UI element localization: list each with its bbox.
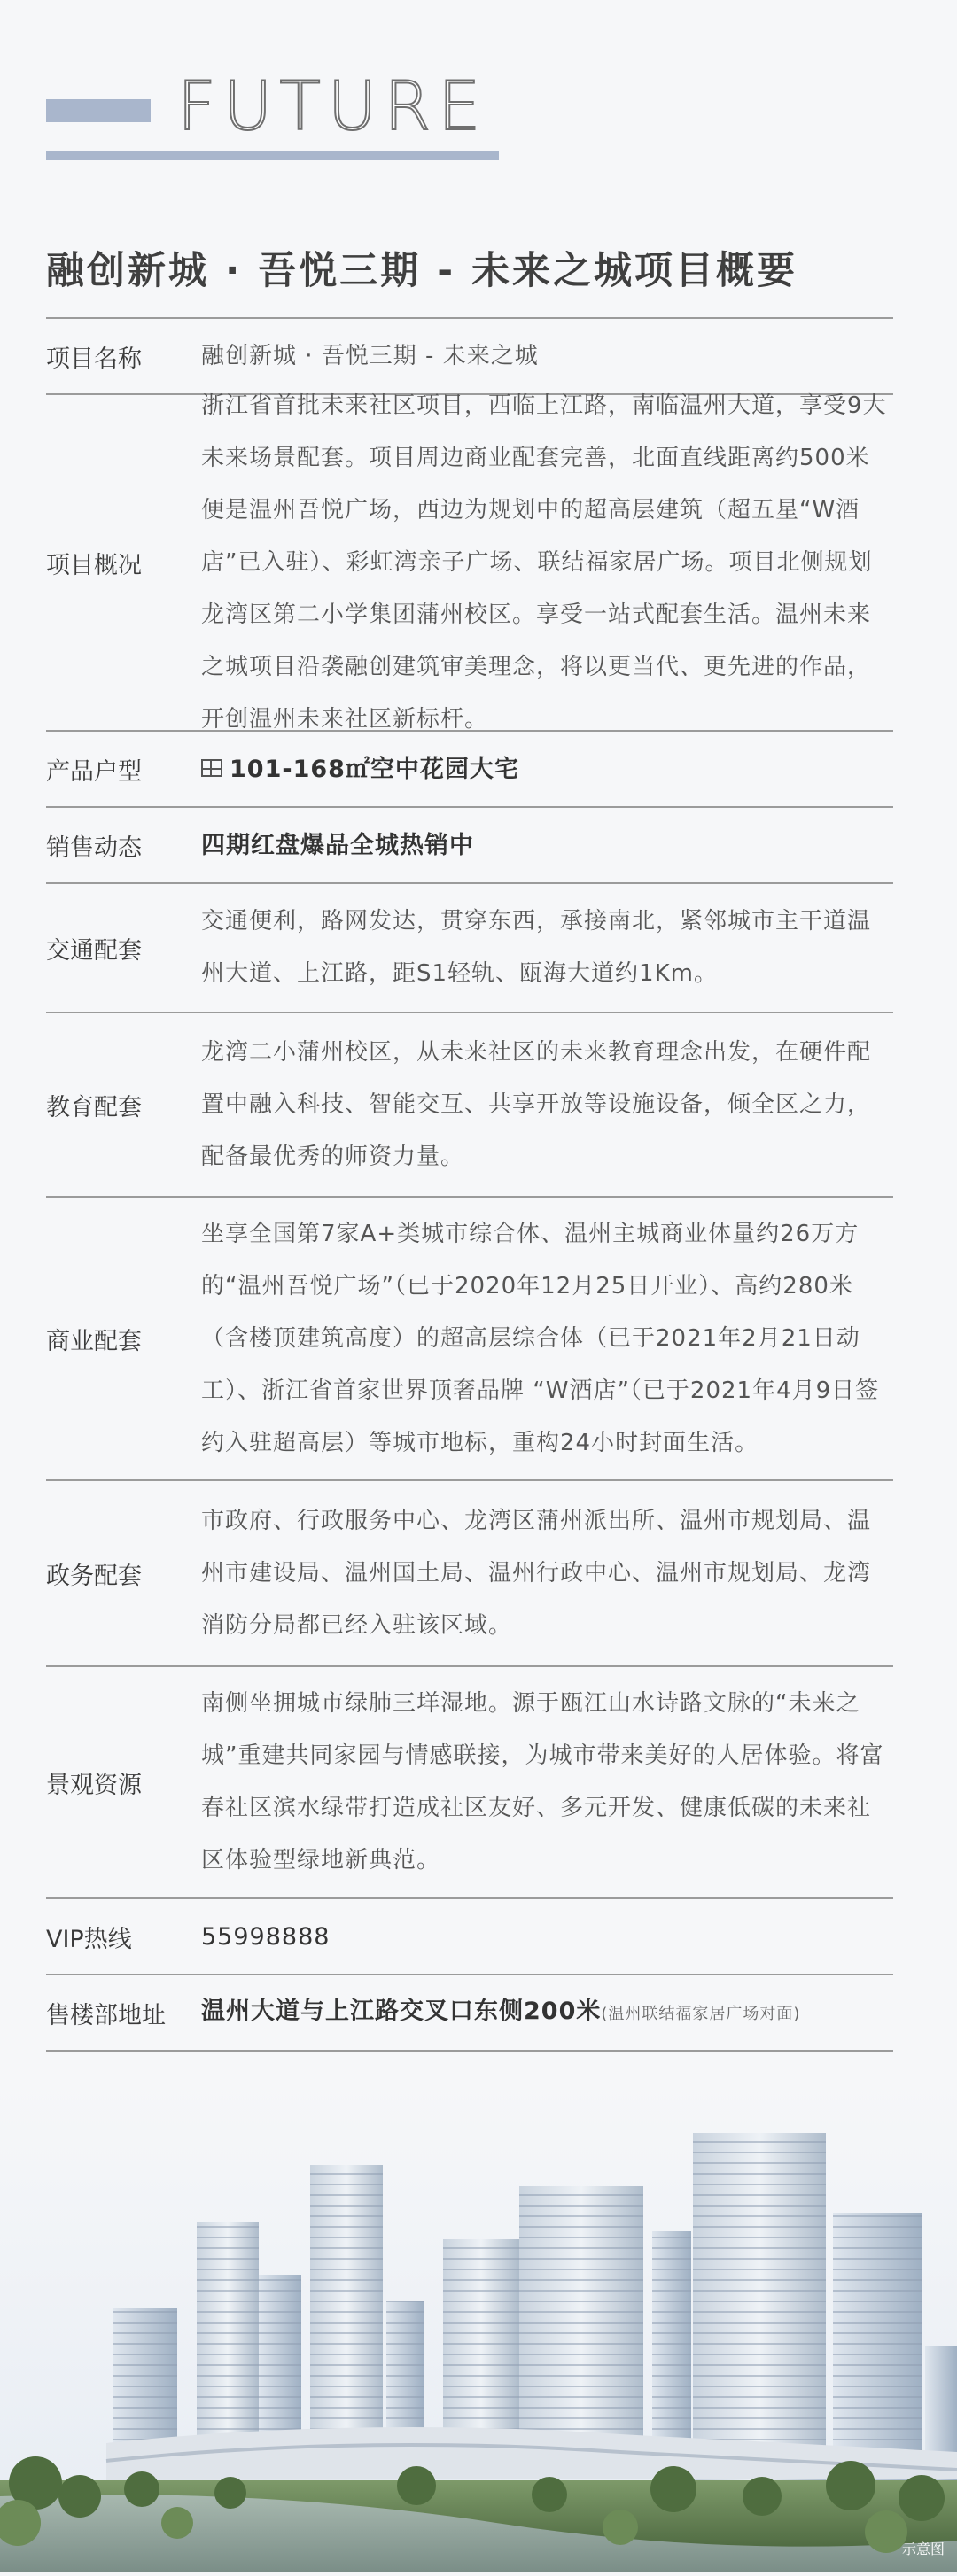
row-value: 四期红盘爆品全城热销中 bbox=[201, 831, 474, 859]
row-value: 坐享全国第7家A+类城市综合体、温州主城商业体量约26万方的“温州吾悦广场”（已于2020年12月25日开业）、高约280米（含楼顶建筑高度）的超高层综合体（已于2021年2月21日动工）、浙江省首家世界顶奢品牌 “W酒店”（已于2021年4月9日签约入驻超高层）等城市地标，重构24小时封面生活。 bbox=[201, 1220, 880, 1456]
row-commercial bbox=[46, 1198, 893, 1481]
row-label: 项目概况 bbox=[46, 551, 142, 579]
row-label: 产品户型 bbox=[46, 757, 142, 786]
row-government bbox=[46, 1481, 893, 1667]
row-value-wrap bbox=[201, 743, 893, 795]
row-label: 交通配套 bbox=[46, 936, 142, 965]
row-label: 教育配套 bbox=[46, 1093, 142, 1121]
image-caption: 示意图 bbox=[901, 2541, 945, 2557]
row-value: 市政府、行政服务中心、龙湾区蒲州派出所、温州市规划局、温州市建设局、温州国土局、温州行政中心、温州市规划局、龙湾消防分局都已经入驻该区域。 bbox=[201, 1507, 872, 1639]
row-landscape bbox=[46, 1667, 893, 1899]
row-value: 龙湾二小蒲州校区，从未来社区的未来教育理念出发，在硬件配置中融入科技、智能交互、共享开放等设施设备，倾全区之力，配备最优秀的师资力量。 bbox=[201, 1038, 872, 1170]
project-summary-table bbox=[46, 317, 893, 2052]
row-label: 景观资源 bbox=[46, 1771, 142, 1799]
row-value: 浙江省首批未来社区项目，西临上江路，南临温州大道，享受9大未来场景配套。项目周边商业配套完善，北面直线距离约500米便是温州吾悦广场，西边为规划中的超高层建筑（超五星“W酒店”已入驻）、彩虹湾亲子广场、联结福家居广场。项目北侧规划龙湾区第二小学集团蒲州校区。享受一站式配套生活。温州未来之城项目沿袭融创建筑审美理念，将以更当代、更先进的作品，开创温州未来社区新标杆。 bbox=[201, 392, 887, 733]
header-underline bbox=[46, 151, 499, 160]
project-rendering bbox=[0, 2080, 957, 2572]
row-label: 政务配套 bbox=[46, 1562, 142, 1590]
row-label: 售楼部地址 bbox=[46, 2001, 166, 2029]
row-sales-status bbox=[46, 808, 893, 884]
row-value-wrap bbox=[201, 1985, 893, 2040]
floorplan-icon bbox=[201, 759, 222, 777]
row-sales-office-address bbox=[46, 1975, 893, 2052]
row-label: 商业配套 bbox=[46, 1327, 142, 1355]
row-value: 温州大道与上江路交叉口东侧200米 bbox=[201, 1998, 602, 2025]
row-vip-hotline bbox=[46, 1899, 893, 1975]
address-note: (温州联结福家居广场对面) bbox=[601, 2005, 801, 2023]
row-unit-type bbox=[46, 732, 893, 808]
row-label: 销售动态 bbox=[46, 834, 142, 862]
row-transport bbox=[46, 884, 893, 1013]
buildings-illustration bbox=[0, 2080, 957, 2572]
row-overview bbox=[46, 392, 893, 733]
row-value: 融创新城 · 吾悦三期 - 未来之城 bbox=[201, 342, 539, 369]
row-value: 交通便利，路网发达，贯穿东西，承接南北，紧邻城市主干道温州大道、上江路，距S1轻轨、瓯海大道约1Km。 bbox=[201, 908, 872, 987]
header-word: FUTURE bbox=[177, 66, 488, 145]
phone-number[interactable]: 55998888 bbox=[201, 1922, 331, 1951]
page-title: 融创新城 · 吾悦三期 - 未来之城项目概要 bbox=[46, 249, 798, 293]
row-value: 101-168㎡空中花园大宅 bbox=[230, 755, 519, 783]
row-label: 项目名称 bbox=[46, 345, 142, 373]
header-accent-bar bbox=[46, 99, 151, 122]
row-education bbox=[46, 1013, 893, 1198]
row-value: 南侧坐拥城市绿肺三垟湿地。源于瓯江山水诗路文脉的“未来之城”重建共同家园与情感联接，为城市带来美好的人居体验。将富春社区滨水绿带打造成社区友好、多元开发、健康低碳的未来社区体验型绿地新典范。 bbox=[201, 1690, 884, 1874]
row-label: VIP热线 bbox=[46, 1925, 132, 1953]
